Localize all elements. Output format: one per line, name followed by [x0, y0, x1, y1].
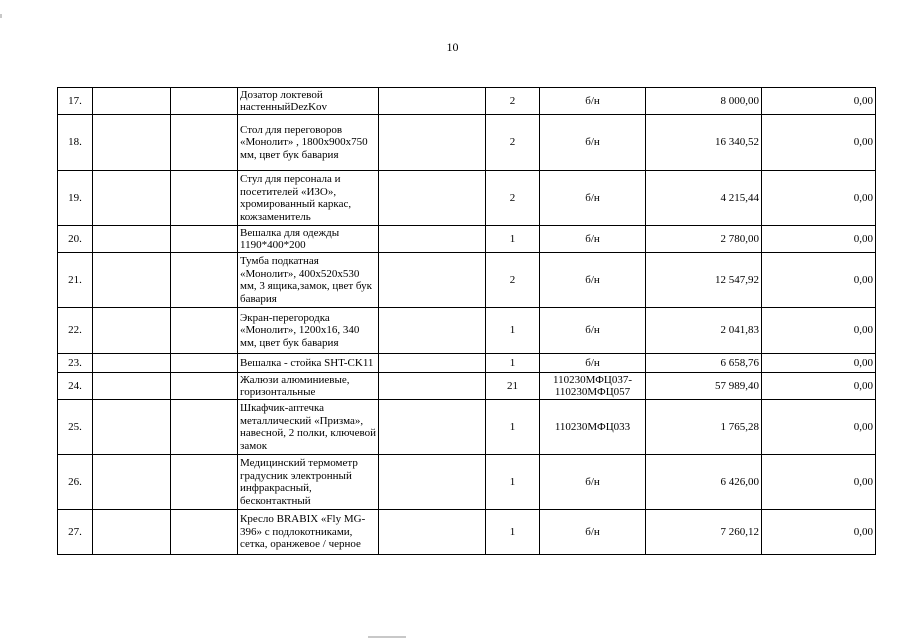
- cost-cell: 2 780,00: [646, 226, 762, 253]
- blank-cell-1: [93, 354, 171, 373]
- inventory-number-cell: б/н: [540, 88, 646, 115]
- row-number-cell: 26.: [58, 455, 93, 510]
- blank-cell-2: [171, 354, 238, 373]
- quantity-cell: 1: [486, 455, 540, 510]
- table-body: [58, 88, 876, 555]
- quantity-cell: 2: [486, 171, 540, 226]
- cost-cell: 6 658,76: [646, 354, 762, 373]
- table-row: [58, 510, 876, 555]
- table-row: [58, 226, 876, 253]
- blank-cell-2: [171, 253, 238, 308]
- row-number-cell: 18.: [58, 115, 93, 171]
- blank-cell-2: [171, 226, 238, 253]
- inventory-number-cell: б/н: [540, 354, 646, 373]
- residual-value-cell: 0,00: [762, 253, 876, 308]
- inventory-number-cell: 110230МФЦ037- 110230МФЦ057: [540, 373, 646, 400]
- table-row: [58, 171, 876, 226]
- item-name-cell: Жалюзи алюминиевые, горизонтальные: [238, 373, 379, 400]
- blank-cell-1: [93, 510, 171, 555]
- row-number-cell: 24.: [58, 373, 93, 400]
- blank-cell-3: [379, 253, 486, 308]
- inventory-number-cell: б/н: [540, 226, 646, 253]
- inventory-number-cell: б/н: [540, 253, 646, 308]
- quantity-cell: 2: [486, 253, 540, 308]
- item-name-cell: Экран-перегородка «Монолит», 1200x16, 340 мм, цвет бук бавария: [238, 308, 379, 354]
- inventory-number-cell: 110230МФЦ033: [540, 400, 646, 455]
- row-number-cell: 20.: [58, 226, 93, 253]
- blank-cell-1: [93, 171, 171, 226]
- cost-cell: 4 215,44: [646, 171, 762, 226]
- residual-value-cell: 0,00: [762, 226, 876, 253]
- item-name-cell: Стул для персонала и посетителей «ИЗО», хромированный каркас, кожзаменитель: [238, 171, 379, 226]
- residual-value-cell: 0,00: [762, 308, 876, 354]
- blank-cell-3: [379, 171, 486, 226]
- table-row: [58, 455, 876, 510]
- table-row: [58, 400, 876, 455]
- blank-cell-2: [171, 373, 238, 400]
- cost-cell: 7 260,12: [646, 510, 762, 555]
- quantity-cell: 1: [486, 354, 540, 373]
- scan-artifact-left: [0, 14, 2, 18]
- item-name-cell: Медицинский термометр градусник электронный инфракрасный, бесконтактный: [238, 455, 379, 510]
- cost-cell: 57 989,40: [646, 373, 762, 400]
- blank-cell-2: [171, 115, 238, 171]
- table-row: [58, 308, 876, 354]
- blank-cell-3: [379, 308, 486, 354]
- inventory-table: [57, 87, 876, 555]
- row-number-cell: 22.: [58, 308, 93, 354]
- blank-cell-2: [171, 455, 238, 510]
- table-row: [58, 253, 876, 308]
- blank-cell-1: [93, 88, 171, 115]
- blank-cell-1: [93, 308, 171, 354]
- blank-cell-1: [93, 455, 171, 510]
- inventory-number-cell: б/н: [540, 455, 646, 510]
- inventory-number-cell: б/н: [540, 115, 646, 171]
- residual-value-cell: 0,00: [762, 510, 876, 555]
- blank-cell-3: [379, 373, 486, 400]
- inventory-number-cell: б/н: [540, 510, 646, 555]
- cost-cell: 8 000,00: [646, 88, 762, 115]
- table-row: [58, 373, 876, 400]
- residual-value-cell: 0,00: [762, 171, 876, 226]
- quantity-cell: 2: [486, 88, 540, 115]
- blank-cell-2: [171, 308, 238, 354]
- blank-cell-1: [93, 373, 171, 400]
- page-number: 10: [446, 40, 459, 54]
- item-name-cell: Кресло BRABIX «Fly MG-396» с подлокотниками, сетка, оранжевое / черное: [238, 510, 379, 555]
- blank-cell-3: [379, 115, 486, 171]
- inventory-number-cell: б/н: [540, 308, 646, 354]
- row-number-cell: 19.: [58, 171, 93, 226]
- residual-value-cell: 0,00: [762, 400, 876, 455]
- item-name-cell: Тумба подкатная «Монолит», 400x520x530 мм, 3 ящика,замок, цвет бук бавария: [238, 253, 379, 308]
- cost-cell: 1 765,28: [646, 400, 762, 455]
- item-name-cell: Вешалка для одежды 1190*400*200: [238, 226, 379, 253]
- blank-cell-1: [93, 400, 171, 455]
- blank-cell-3: [379, 354, 486, 373]
- item-name-cell: Шкафчик-аптечка металлический «Призма», навесной, 2 полки, ключевой замок: [238, 400, 379, 455]
- cost-cell: 2 041,83: [646, 308, 762, 354]
- quantity-cell: 1: [486, 226, 540, 253]
- residual-value-cell: 0,00: [762, 115, 876, 171]
- blank-cell-3: [379, 400, 486, 455]
- scan-artifact-bottom: [368, 636, 406, 638]
- blank-cell-1: [93, 115, 171, 171]
- blank-cell-2: [171, 88, 238, 115]
- residual-value-cell: 0,00: [762, 455, 876, 510]
- blank-cell-1: [93, 253, 171, 308]
- inventory-number-cell: б/н: [540, 171, 646, 226]
- cost-cell: 6 426,00: [646, 455, 762, 510]
- blank-cell-1: [93, 226, 171, 253]
- blank-cell-3: [379, 88, 486, 115]
- blank-cell-3: [379, 455, 486, 510]
- table-row: [58, 115, 876, 171]
- quantity-cell: 1: [486, 400, 540, 455]
- residual-value-cell: 0,00: [762, 88, 876, 115]
- table-row: [58, 354, 876, 373]
- quantity-cell: 1: [486, 308, 540, 354]
- residual-value-cell: 0,00: [762, 373, 876, 400]
- row-number-cell: 21.: [58, 253, 93, 308]
- row-number-cell: 23.: [58, 354, 93, 373]
- item-name-cell: Дозатор локтевой настенныйDezKov: [238, 88, 379, 115]
- blank-cell-3: [379, 510, 486, 555]
- blank-cell-2: [171, 510, 238, 555]
- blank-cell-2: [171, 171, 238, 226]
- blank-cell-3: [379, 226, 486, 253]
- row-number-cell: 25.: [58, 400, 93, 455]
- cost-cell: 16 340,52: [646, 115, 762, 171]
- quantity-cell: 2: [486, 115, 540, 171]
- row-number-cell: 17.: [58, 88, 93, 115]
- quantity-cell: 1: [486, 510, 540, 555]
- blank-cell-2: [171, 400, 238, 455]
- row-number-cell: 27.: [58, 510, 93, 555]
- quantity-cell: 21: [486, 373, 540, 400]
- cost-cell: 12 547,92: [646, 253, 762, 308]
- item-name-cell: Стол для переговоров «Монолит» , 1800x900x750 мм, цвет бук бавария: [238, 115, 379, 171]
- item-name-cell: Вешалка - стойка SHT-CK11: [238, 354, 379, 373]
- table-row: [58, 88, 876, 115]
- residual-value-cell: 0,00: [762, 354, 876, 373]
